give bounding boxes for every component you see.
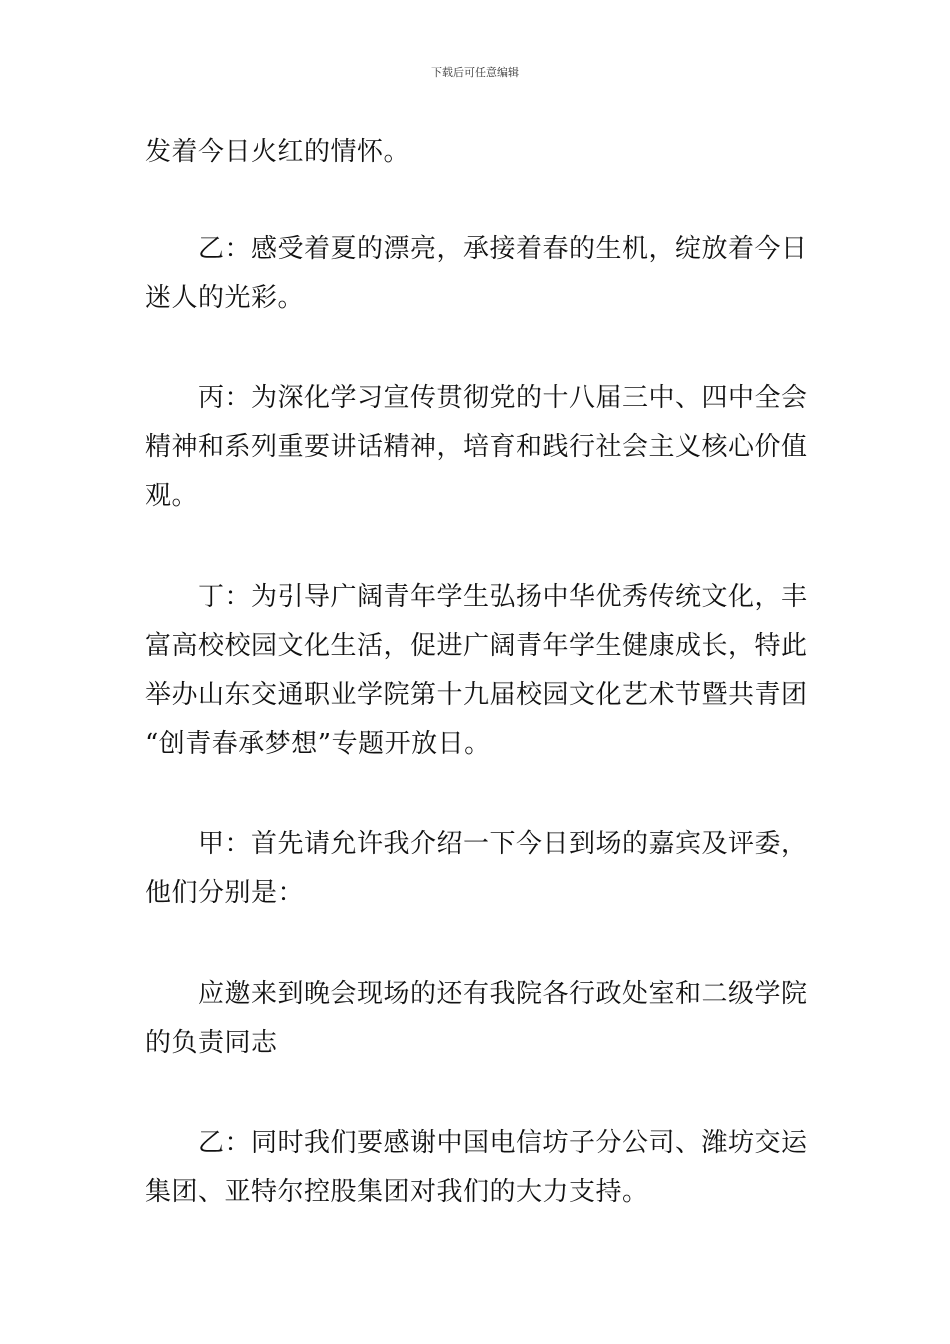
text-line: 乙：同时我们要感谢中国电信坊子分公司、潍坊交运: [198, 1128, 808, 1158]
text-line: 集团、亚特尔控股集团对我们的大力支持。: [145, 1177, 649, 1207]
text-line: 迷人的光彩。: [145, 283, 305, 313]
text-line: 乙：感受着夏的漂亮，承接着春的生机，绽放着今日: [198, 234, 808, 264]
paragraph-jia: [145, 820, 808, 918]
text-line: 举办山东交通职业学院第十九届校园文化艺术节暨共青团: [145, 680, 808, 710]
paragraph-ding: [145, 573, 808, 769]
text-line: 观。: [145, 481, 199, 511]
text-line: 精神和系列重要讲话精神，培育和践行社会主义核心价值: [145, 432, 808, 462]
text-line: 丙：为深化学习宣传贯彻党的十八届三中、四中全会: [198, 383, 808, 413]
text-line: “创青春承梦想”专题开放日。: [145, 729, 491, 759]
paragraph-guests: [145, 970, 808, 1068]
text-line: 应邀来到晚会现场的还有我院各行政处室和二级学院: [198, 979, 808, 1009]
text-line: 富高校校园文化生活，促进广阔青年学生健康成长，特此: [145, 631, 808, 661]
page-header: 下载后可任意编辑: [431, 66, 519, 79]
text-line: 发着今日火红的情怀。: [145, 137, 411, 167]
text-line: 丁：为引导广阔青年学生弘扬中华优秀传统文化，丰: [198, 582, 808, 612]
text-line: 他们分别是：: [145, 878, 305, 908]
paragraph-yi-1: [145, 225, 808, 323]
paragraph-bing: [145, 374, 808, 521]
text-line: 的负责同志: [145, 1028, 278, 1058]
paragraph-continuation: [145, 128, 410, 177]
paragraph-yi-2: [145, 1119, 808, 1217]
text-line: 甲：首先请允许我介绍一下今日到场的嘉宾及评委，: [198, 829, 808, 859]
